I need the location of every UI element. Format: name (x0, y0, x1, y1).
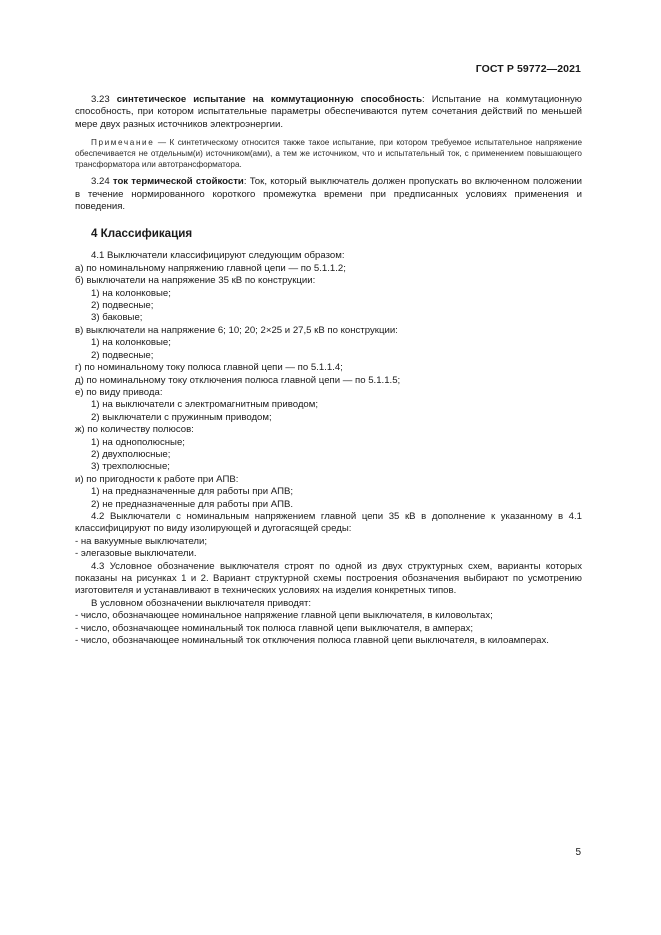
term: ток термической стойкости (112, 176, 244, 188)
list-item: и) по пригодности к работе при АПВ: (75, 473, 239, 485)
list-subitem: 1) на однополюсные; (91, 436, 185, 448)
list-subitem: 1) на колонковые; (91, 337, 171, 349)
list-item: г) по номинальному току полюса главной цепи — по 5.1.1.4; (75, 362, 343, 374)
note-text: — К синтетическому относится также такое испытание, при котором требуемое испытательное напряжение обеспечивается не отдельным(и) источником(ами), а тем же источником, что и испытательный ток, с применением повышающего трансформатора или автотрансформатора. (75, 138, 582, 170)
list-item: а) по номинальному напряжению главной цепи — по 5.1.1.2; (75, 262, 346, 274)
list-subitem: 2) двухполюсные; (91, 448, 171, 460)
list-subitem: 3) баковые; (91, 312, 143, 324)
definition: : Ток, который выключатель должен пропускать во включенном положении в течение нормированного короткого промежутка времени при предписанных условиях применения и поведения. (75, 176, 582, 213)
list-item: д) по номинальному току отключения полюса главной цепи — по 5.1.1.5; (75, 374, 401, 386)
page-content (75, 94, 582, 647)
term: синтетическое испытание на коммутационную способность (116, 94, 423, 105)
list-item: - число, обозначающее номинальный ток отключения полюса главной цепи выключателя, в килоамперах. (75, 635, 549, 647)
clause-4-2: 4.2 Выключатели с номинальным напряжением главной цепи 35 кВ в дополнение к указанному в 4.1 классифицируют по виду изолирующей и дугогасящей среды: (75, 510, 582, 535)
list-item: - число, обозначающее номинальный ток полюса главной цепи выключателя, в амперах; (75, 622, 474, 634)
clause-4-3: 4.3 Условное обозначение выключателя строят по одной из двух структурных схем, варианты которых показаны на рисунках 1 и 2. Вариант структурной схемы построения обозначения выбирают по усмотрению изготовителя и устанавливают в технических условиях на изделия конкретных типов. (75, 560, 582, 597)
list-subitem: 2) не предназначенные для работы при АПВ. (91, 498, 294, 510)
list-subitem: 1) на колонковые; (91, 287, 171, 299)
list-item: ж) по количеству полюсов: (75, 424, 194, 436)
list-subitem: 1) на выключатели с электромагнитным приводом; (91, 399, 319, 411)
clause-number: 3.24 (91, 176, 113, 188)
note-label: Примечание (91, 138, 155, 148)
list-subitem: 2) подвесные; (91, 300, 154, 312)
list-item: - на вакуумные выключатели; (75, 535, 207, 547)
list-item: в) выключатели на напряжение 6; 10; 20; 2×25 и 27,5 кВ по конструкции: (75, 324, 398, 336)
list-item: - элегазовые выключатели. (75, 548, 197, 560)
clause-4-1: 4.1 Выключатели классифицируют следующим образом: (91, 250, 345, 262)
list-subitem: 2) выключатели с пружинным приводом; (91, 411, 272, 423)
clause-3-24 (75, 176, 582, 213)
section-heading: 4 Классификация (91, 227, 193, 241)
list-subitem: 2) подвесные; (91, 349, 154, 361)
list-item: б) выключатели на напряжение 35 кВ по конструкции: (75, 275, 316, 287)
clause-number: 3.23 (91, 94, 117, 105)
clause-3-23 (75, 94, 582, 131)
list-subitem: 3) трехполюсные; (91, 461, 170, 473)
standard-number: ГОСТ Р 59772—2021 (475, 63, 581, 75)
list-item: - число, обозначающее номинальное напряжение главной цепи выключателя, в киловольтах; (75, 610, 493, 622)
list-item: е) по виду привода: (75, 386, 163, 398)
note (75, 137, 582, 170)
list-subitem: 1) на предназначенные для работы при АПВ; (91, 486, 294, 498)
page-number: 5 (575, 847, 581, 858)
definition: : Испытание на коммутационную способность, при котором испытательные параметры обеспечиваются путем сочетания действий по меньшей мере двух разных источников электроэнергии. (75, 94, 582, 130)
paragraph: В условном обозначении выключателя приводят: (91, 597, 312, 609)
